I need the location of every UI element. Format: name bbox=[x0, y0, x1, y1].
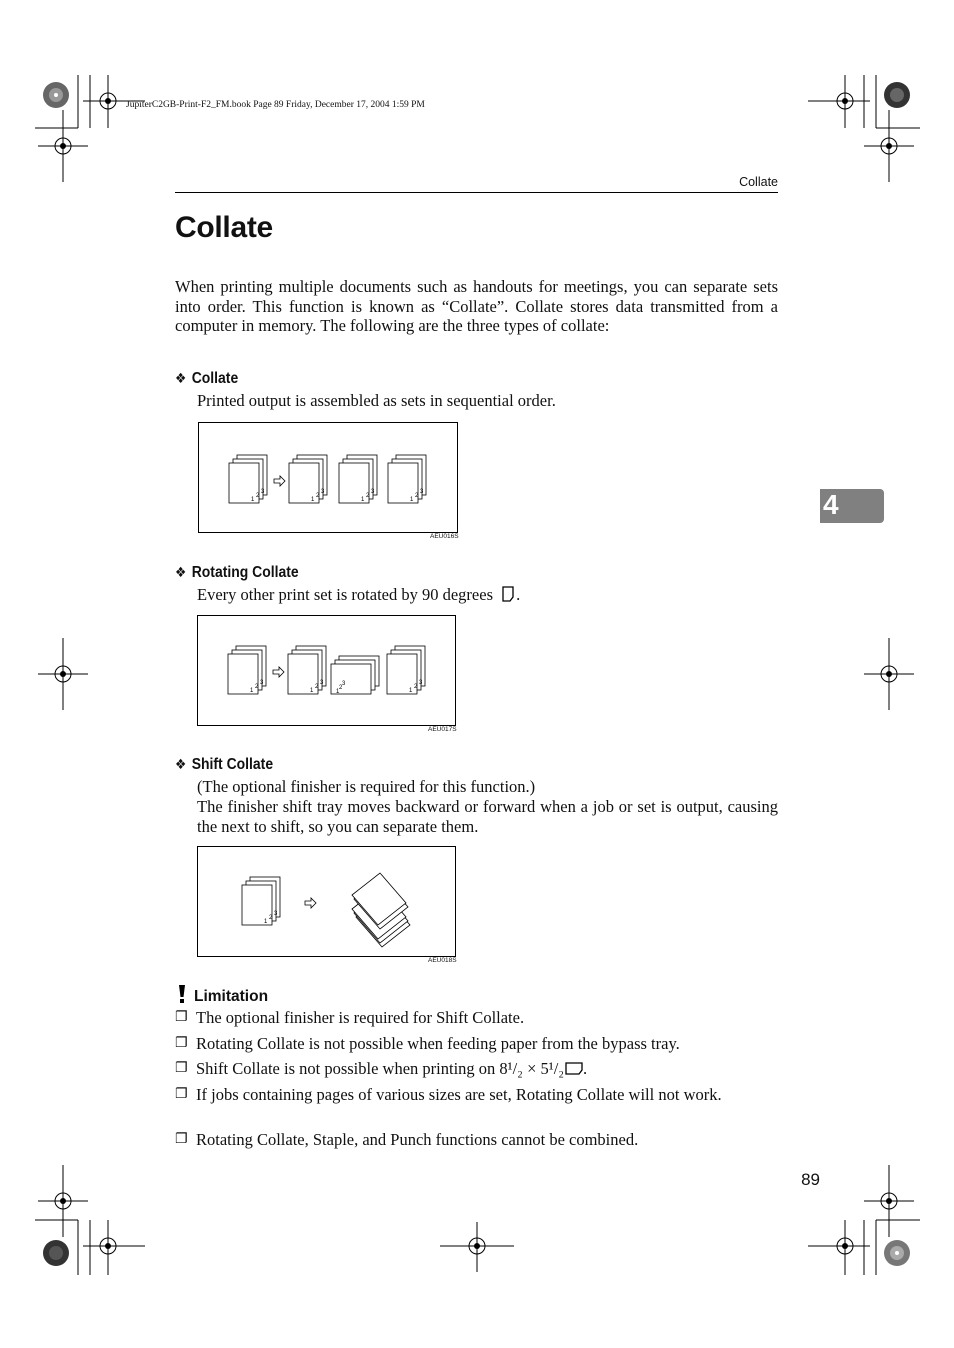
svg-text:1: 1 bbox=[410, 497, 414, 503]
header-rule bbox=[175, 192, 778, 193]
paper-orientation-icon bbox=[565, 1061, 583, 1075]
svg-text:3: 3 bbox=[260, 680, 264, 686]
svg-text:1: 1 bbox=[311, 497, 315, 503]
svg-text:1: 1 bbox=[361, 497, 365, 503]
shift-collate-illustration bbox=[198, 847, 455, 956]
section-heading-rotating-collate: ❖ Rotating Collate bbox=[175, 564, 299, 581]
svg-text:3: 3 bbox=[321, 489, 325, 495]
section-text-shift-collate-1: (The optional finisher is required for this function.) bbox=[197, 777, 536, 796]
figure-shift-collate bbox=[197, 846, 456, 957]
chapter-tab bbox=[820, 489, 884, 523]
svg-text:2: 2 bbox=[366, 493, 370, 499]
figure-code: AEU017S bbox=[428, 726, 457, 733]
section-text-rotating-collate: Every other print set is rotated by 90 degrees . bbox=[197, 585, 521, 604]
page-number: 89 bbox=[801, 1170, 820, 1189]
svg-text:1: 1 bbox=[336, 689, 340, 695]
svg-text:3: 3 bbox=[274, 911, 278, 917]
limitation-item: ❐ The optional finisher is required for Shift Collate. bbox=[175, 1008, 525, 1027]
checkbox-icon: ❐ bbox=[175, 1009, 188, 1025]
figure-collate bbox=[198, 422, 458, 533]
limitation-item: ❐ Shift Collate is not possible when printing on 8¹/₂ × 5¹/₂ . bbox=[175, 1059, 588, 1078]
svg-text:2: 2 bbox=[255, 684, 259, 690]
intro-paragraph: When printing multiple documents such as handouts for meetings, you can separate sets into order. This function is known as “Collate”. Collate stores data transmitted from a computer in memory. The following are the three types of collate: bbox=[175, 277, 778, 336]
section-heading-collate: ❖ Collate bbox=[175, 370, 239, 387]
diamond-bullet-icon: ❖ bbox=[175, 371, 187, 387]
svg-text:3: 3 bbox=[342, 681, 346, 687]
collate-illustration bbox=[199, 423, 457, 532]
section-heading-shift-collate: ❖ Shift Collate bbox=[175, 756, 274, 773]
svg-text:3: 3 bbox=[419, 680, 423, 686]
figure-code: AEU016S bbox=[430, 533, 459, 540]
page-title: Collate bbox=[175, 211, 273, 244]
svg-text:2: 2 bbox=[256, 493, 260, 499]
limitation-item: ❐ Rotating Collate, Staple, and Punch functions cannot be combined. bbox=[175, 1130, 639, 1149]
running-header: Collate bbox=[739, 175, 778, 189]
svg-text:3: 3 bbox=[371, 489, 375, 495]
rotating-collate-illustration bbox=[198, 616, 455, 725]
svg-text:2: 2 bbox=[415, 493, 419, 499]
checkbox-icon: ❐ bbox=[175, 1060, 188, 1076]
section-text-shift-collate-2: The finisher shift tray moves backward or forward when a job or set is output, causing the next to shift, so you can separate them. bbox=[197, 797, 778, 836]
limitation-item: ❐ Rotating Collate is not possible when feeding paper from the bypass tray. bbox=[175, 1034, 680, 1053]
svg-text:1: 1 bbox=[251, 497, 255, 503]
svg-text:2: 2 bbox=[414, 684, 418, 690]
exclamation-icon bbox=[175, 984, 189, 1004]
limitation-item: ❐ If jobs containing pages of various sizes are set, Rotating Collate will not work. bbox=[175, 1085, 722, 1104]
checkbox-icon: ❐ bbox=[175, 1086, 188, 1102]
figure-code: AEU018S bbox=[428, 957, 457, 964]
checkbox-icon: ❐ bbox=[175, 1035, 188, 1051]
svg-text:3: 3 bbox=[320, 680, 324, 686]
diamond-bullet-icon: ❖ bbox=[175, 757, 187, 773]
limitation-heading: Limitation bbox=[175, 984, 268, 1006]
chapter-number: 4 bbox=[823, 489, 839, 520]
file-info: JupiterC2GB-Print-F2_FM.book Page 89 Friday, December 17, 2004 1:59 PM bbox=[126, 100, 425, 110]
paper-orientation-icon bbox=[500, 586, 516, 602]
svg-text:1: 1 bbox=[264, 919, 268, 925]
checkbox-icon: ❐ bbox=[175, 1131, 188, 1147]
svg-text:1: 1 bbox=[409, 688, 413, 694]
svg-text:2: 2 bbox=[316, 493, 320, 499]
svg-text:1: 1 bbox=[310, 688, 314, 694]
svg-text:2: 2 bbox=[269, 915, 273, 921]
diamond-bullet-icon: ❖ bbox=[175, 565, 187, 581]
svg-text:2: 2 bbox=[339, 685, 343, 691]
figure-rotating-collate bbox=[197, 615, 456, 726]
svg-text:1: 1 bbox=[250, 688, 254, 694]
svg-text:2: 2 bbox=[315, 684, 319, 690]
section-text-collate: Printed output is assembled as sets in sequential order. bbox=[197, 391, 556, 410]
svg-text:3: 3 bbox=[420, 489, 424, 495]
svg-text:3: 3 bbox=[261, 489, 265, 495]
